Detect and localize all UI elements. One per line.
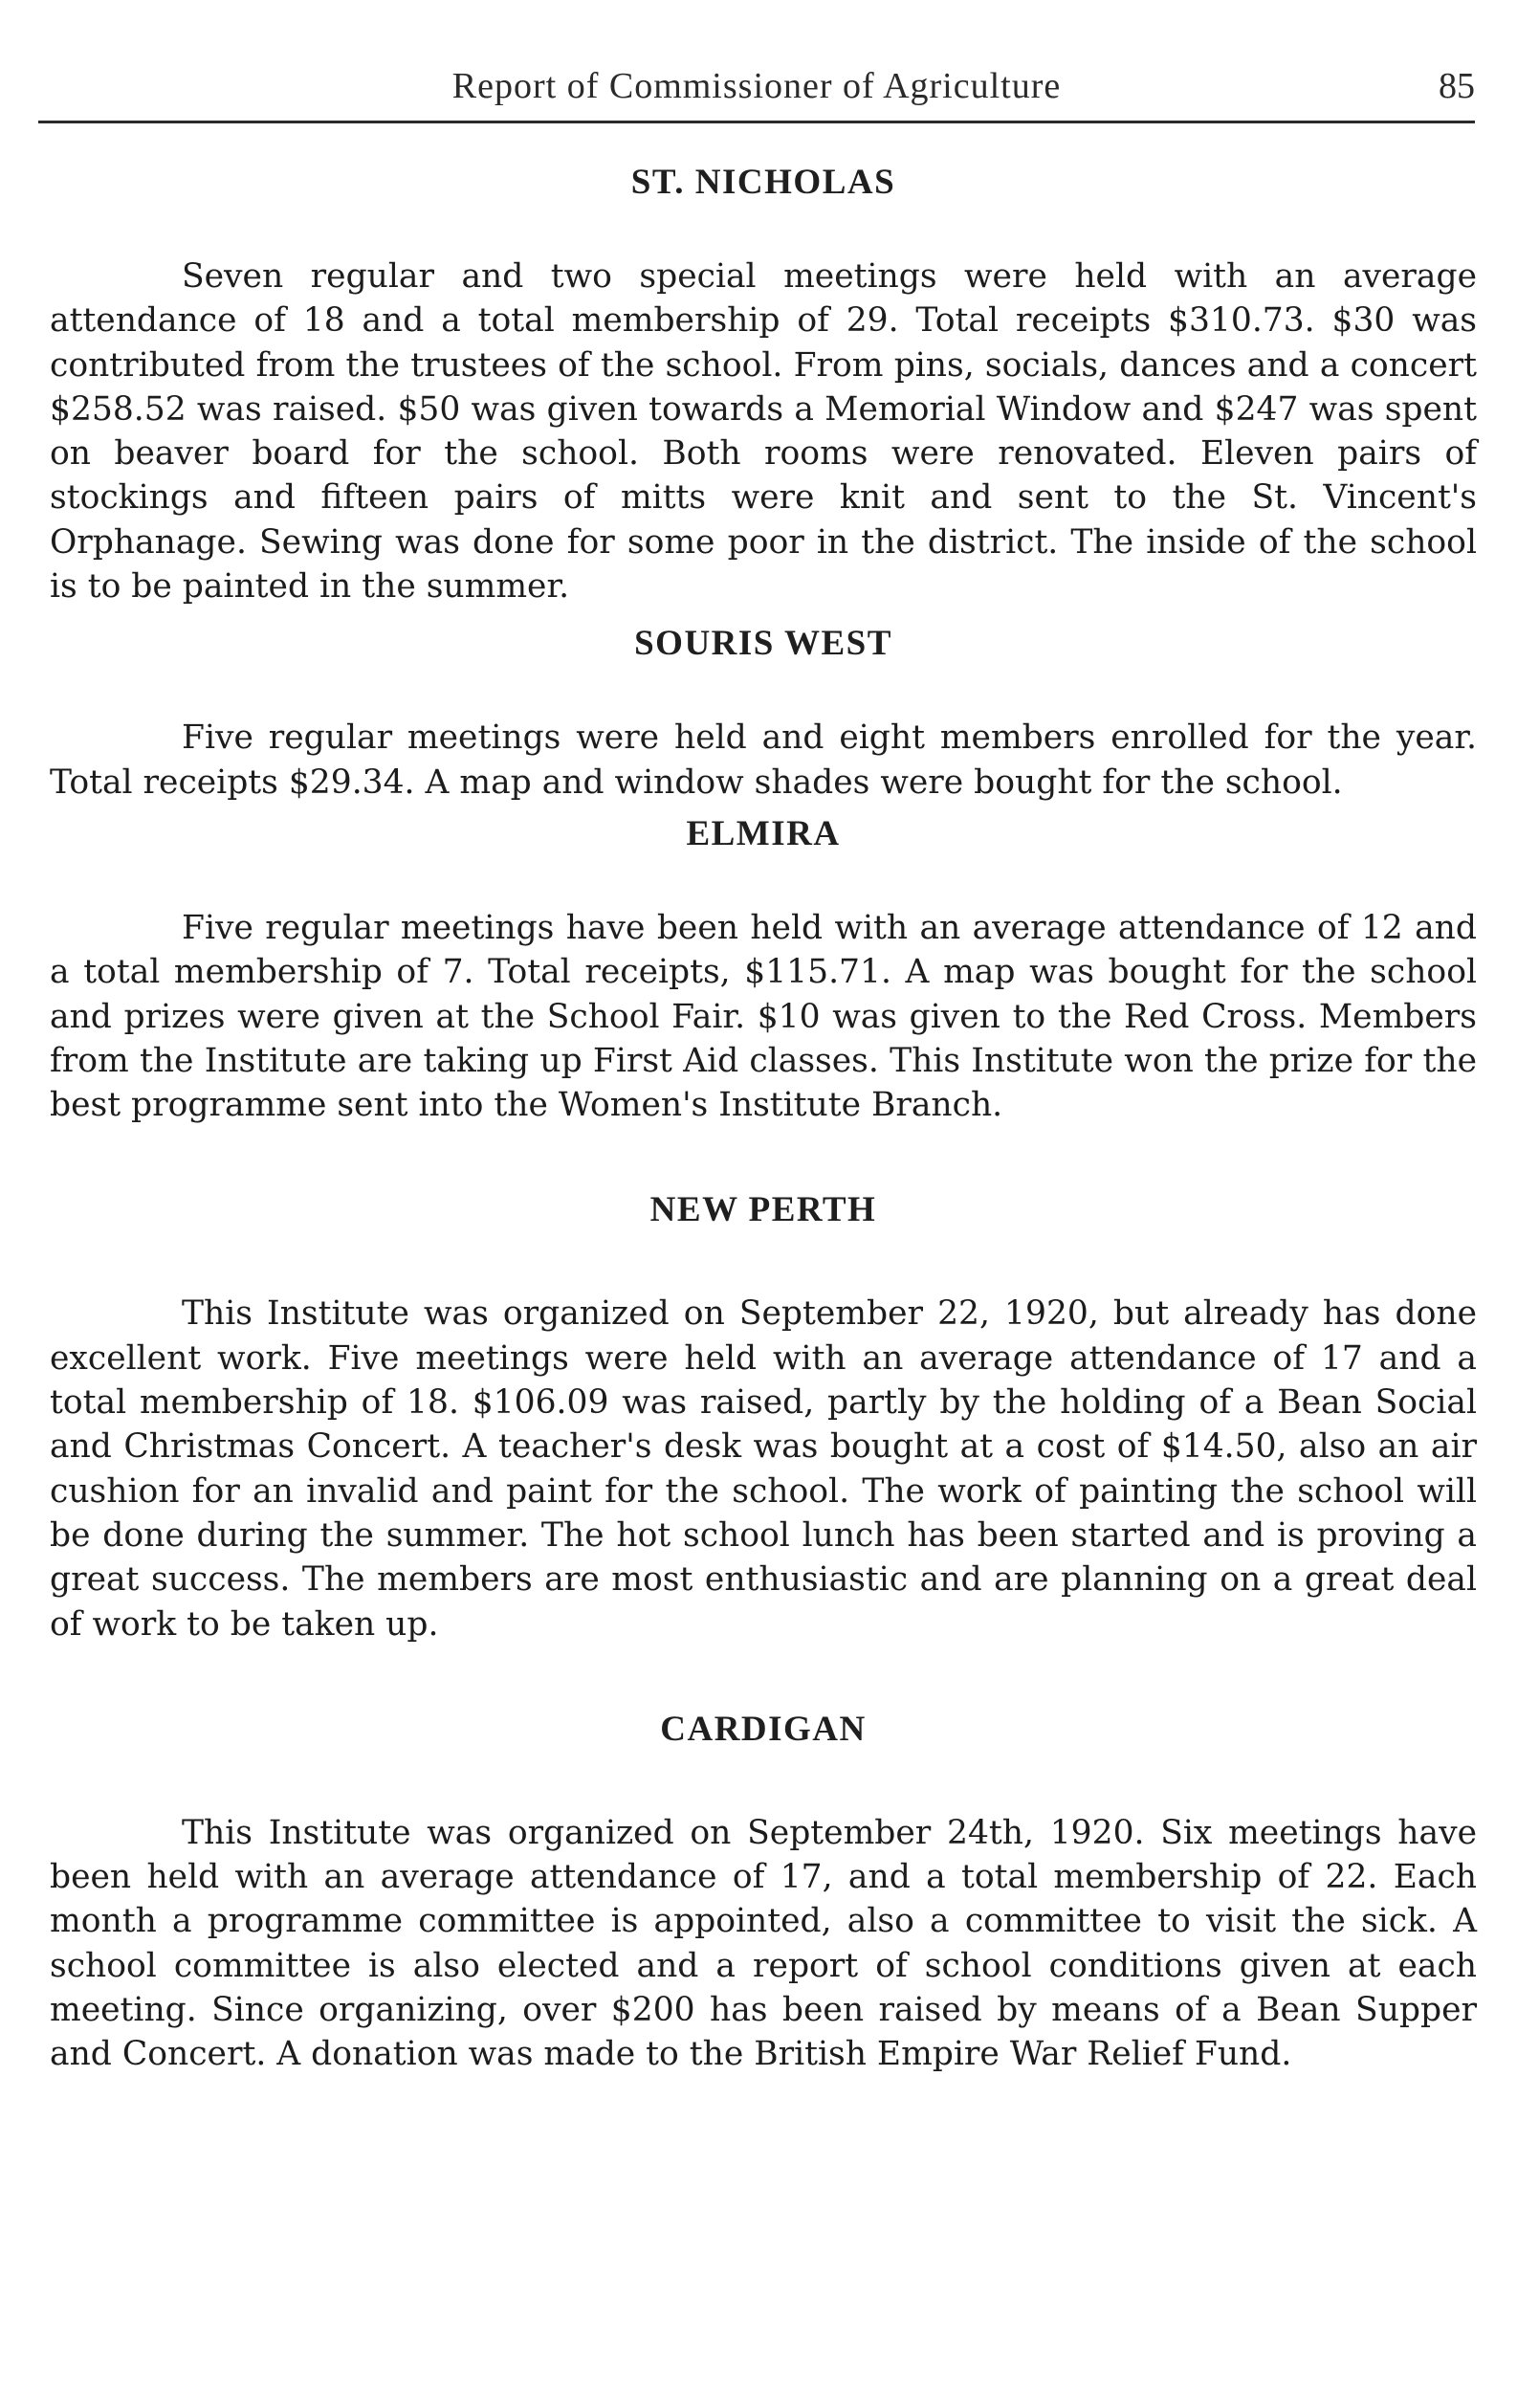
page-number: 85 [1439,66,1475,106]
section-cardigan [50,1708,1477,2077]
running-head [38,59,1475,117]
section-paragraph: Five regular meetings were held and eight members enrolled for the year. Total receipts $29.34. A map and window shades were bought for the school. [50,718,1477,802]
section-heading: ELMIRA [686,813,841,853]
section-heading: CARDIGAN [660,1709,867,1749]
section-paragraph: This Institute was organized on September 22, 1920, but already has done excellent work. Five meetings were held with an average attendance of 17 and a total membership of 18. $106.09 was raised, partly by the holding of a Bean Social and Christmas Concert. A teacher's desk was bought at a cost of $14.50, also an air cushion for an invalid and paint for the school. The work of painting the school will be done during the summer. The hot school lunch has been started and is proving a great success. The members are most enthusiastic and are planning on a great deal of work to be taken up. [50,1294,1477,1644]
section-souris-west [50,622,1477,805]
section-heading: ST. NICHOLAS [630,163,896,202]
section-paragraph: Five regular meetings have been held with an average attendance of 12 and a total membership of 7. Total receipts, $115.71. A map was bought for the school and prizes were given at the School Fair. $10 was given to the Red Cross. Members from the Institute are taking up First Aid classes. This Institute won the prize for the best programme sent into the Women's Institute Branch. [50,908,1477,1125]
running-title: Report of Commissioner of Agriculture [451,66,1062,106]
section-st-nicholas [50,161,1477,608]
page-body [50,161,1477,2077]
section-paragraph: This Institute was organized on September 24th, 1920. Six meetings have been held with an average attendance of 17, and a total membership of 22. Each month a programme committee is appointed, also a committee to visit the sick. A school committee is also elected and a report of school conditions given at each meeting. Since organizing, over $200 has been raised by means of a Bean Supper and Concert. A donation was made to the British Empire War Relief Fund. [50,1813,1477,2074]
section-paragraph: Seven regular and two special meetings were held with an average attendance of 18 and a total membership of 29. Total receipts $310.73. $30 was contributed from the trustees of the school. From pins, socials, dances and a concert $258.52 was raised. $50 was given towards a Memorial Window and $247 was spent on beaver board for the school. Both rooms were renovated. Eleven pairs of stockings and fifteen pairs of mitts were knit and sent to the St. Vincent's Orphanage. Sewing was done for some poor in the district. The inside of the school is to be painted in the summer. [50,257,1477,607]
section-heading: SOURIS WEST [634,624,892,664]
section-heading: NEW PERTH [649,1190,877,1230]
header-rule [38,121,1475,123]
section-new-perth [50,1188,1477,1646]
section-elmira [50,812,1477,1127]
